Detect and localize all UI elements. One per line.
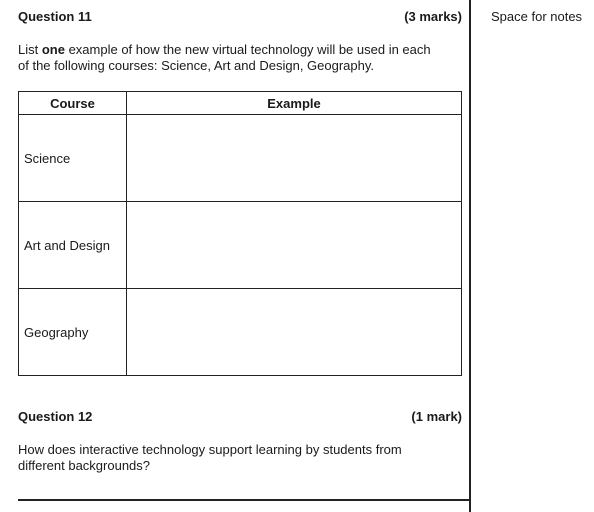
table-header-course: Course — [19, 92, 127, 115]
answer-line[interactable] — [18, 499, 470, 501]
course-cell-art-and-design: Art and Design — [19, 202, 127, 289]
table-row — [19, 289, 462, 376]
notes-column-divider — [469, 0, 471, 512]
example-cell-science[interactable] — [127, 115, 462, 202]
question-11-text-line-2: of the following courses: Science, Art and Design, Geography. — [18, 58, 375, 73]
table-header-example: Example — [127, 92, 462, 115]
question-12-marks: (1 mark) — [411, 409, 462, 424]
example-cell-geography[interactable] — [127, 289, 462, 376]
question-11-text-post: example of how the new virtual technology will be used in each — [64, 42, 431, 57]
question-11-marks: (3 marks) — [404, 9, 462, 24]
table-header-row — [19, 92, 462, 115]
question-11-text-emphasis: one — [41, 42, 65, 57]
table-row — [19, 115, 462, 202]
question-12-text-line-2: different backgrounds? — [18, 458, 151, 473]
answer-table — [18, 91, 462, 376]
question-12-text — [18, 442, 463, 474]
notes-column-label: Space for notes — [491, 9, 583, 24]
question-11-heading: Question 11 — [18, 9, 92, 24]
course-cell-geography: Geography — [19, 289, 127, 376]
question-11-text — [18, 42, 463, 74]
question-12-heading: Question 12 — [18, 409, 93, 424]
question-12-text-line-1: How does interactive technology support learning by students from — [18, 442, 402, 457]
course-cell-science: Science — [19, 115, 127, 202]
example-cell-art-and-design[interactable] — [127, 202, 462, 289]
question-11-text-line-1 — [18, 42, 463, 58]
question-11-text-pre: List — [18, 42, 42, 57]
table-row — [19, 202, 462, 289]
